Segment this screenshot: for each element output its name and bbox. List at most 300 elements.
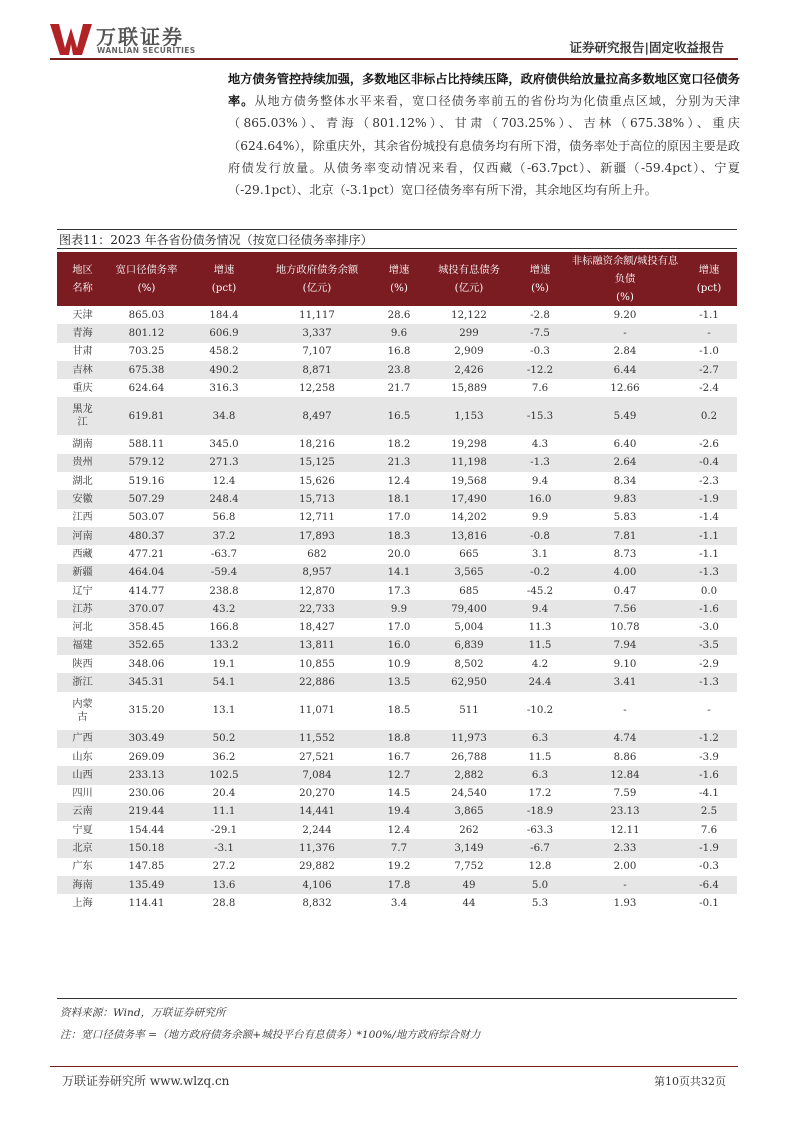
value-cell: -6.4 [681,876,737,894]
value-cell: 8.73 [613,548,637,560]
value-cell: -1.2 [681,730,737,748]
value-cell: 490.2 [185,361,263,379]
table-row [57,472,737,490]
value-cell: 233.13 [108,766,185,784]
value-cell: 4,106 [263,876,371,894]
table-row [57,637,737,655]
value-cell: -1.6 [681,600,737,618]
value-cell: 11,552 [263,730,371,748]
value-cell: 13.6 [185,876,263,894]
value-cell: -0.4 [681,454,737,472]
value-cell: 49 [427,876,511,894]
value-cell: 11,376 [263,839,371,857]
value-cell: 3,337 [263,324,371,342]
value-cell: 3.1 [531,548,549,560]
region-cell: 山东 [72,751,93,763]
value-cell: 8,497 [263,397,371,435]
value-cell: 414.77 [128,585,165,597]
value-cell: -3.1 [185,839,263,857]
value-cell: -7.5 [511,324,569,342]
value-cell: -1.3 [681,673,737,691]
value-cell: 3,565 [427,564,511,582]
region-cell: 黑龙 江 [57,397,108,435]
logo-subtext: WANLIAN SECURITIES [97,46,196,55]
value-cell: 24.4 [511,673,569,691]
value-cell: 43.2 [185,600,263,618]
region-cell: 青海 [57,324,108,342]
value-cell: 20.4 [212,788,236,800]
value-cell: 7.59 [613,788,637,800]
value-cell: 271.3 [185,454,263,472]
value-cell: 579.12 [108,454,185,472]
value-cell: 13.1 [212,705,236,717]
value-cell: 114.41 [128,897,165,909]
value-cell: 7.6 [700,824,718,836]
value-cell: - [569,324,681,342]
region-cell: 四川 [72,788,93,800]
value-cell: 29,882 [299,861,335,873]
value-cell: 28.8 [212,897,236,909]
formula-note: 注：宽口径债务率 =（地方政府债务余额+城投平台有息债务）*100%/地方政府综合财力 [60,1029,481,1041]
logo-text: 万联证券 [96,25,184,49]
value-cell: 17.8 [371,876,427,894]
value-cell: 7,107 [302,346,332,358]
value-cell: 36.2 [212,751,236,763]
value-cell: 2,244 [302,824,332,836]
value-cell: 54.1 [185,673,263,691]
column-header: 地方政府债务余额 (亿元) [263,252,371,306]
value-cell: 19.1 [212,658,236,670]
value-cell: 14,202 [451,512,487,524]
value-cell: 458.2 [209,346,239,358]
value-cell: 14.5 [387,788,411,800]
value-cell: 370.07 [108,600,185,618]
value-cell: 20,270 [299,788,335,800]
value-cell: 4.00 [569,564,681,582]
value-cell: 12.4 [387,824,411,836]
column-header: 城投有息债务 (亿元) [427,252,511,306]
value-cell: 37.2 [185,527,263,545]
value-cell: 5.0 [511,876,569,894]
value-cell: 14,441 [263,803,371,821]
region-cell: 江西 [72,512,93,524]
value-cell: 675.38 [108,361,185,379]
value-cell: -59.4 [185,564,263,582]
region-cell: 北京 [57,839,108,857]
value-cell: 230.06 [128,788,165,800]
table-bottom-rule [57,998,737,999]
value-cell: 19.4 [371,803,427,821]
value-cell: 34.8 [185,397,263,435]
value-cell: 0.2 [681,397,737,435]
value-cell: 262 [459,824,479,836]
value-cell: 685 [459,585,479,597]
value-cell: 511 [459,705,479,717]
table-row [57,655,737,673]
table-row [57,803,737,821]
value-cell: 10,855 [299,658,335,670]
table-row [57,618,737,636]
value-cell: 13.5 [371,673,427,691]
value-cell: 16.8 [387,346,411,358]
value-cell: 7,084 [263,766,371,784]
value-cell: 299 [427,324,511,342]
value-cell: 5,004 [454,622,484,634]
region-cell: 江苏 [57,600,108,618]
value-cell: 2,882 [427,766,511,784]
value-cell: 18,427 [299,622,335,634]
value-cell: - [569,876,681,894]
value-cell: 23.13 [569,803,681,821]
region-cell: 海南 [57,876,108,894]
value-cell: -2.6 [699,439,719,451]
value-cell: -3.0 [699,622,719,634]
value-cell: 17.0 [387,622,411,634]
region-cell: 湖北 [72,475,93,487]
paragraph-body: 从地方债务整体水平来看，宽口径债务率前五的省份均为化债重点区域，分别为天津（865.03%）、青海（801.12%）、甘肃（703.25%）、吉林（675.38%）、重庆（624.64%），除重庆外，其余省份城投有息债务均有所下滑，债务率处于高位的原因主要是政府债发行放量。从债务率变动情况来看，仅西藏（-63.7pct）、新疆（-59.4pct）、宁夏（-29.1pct）、北京（-3.1pct）宽口径债务率有所下滑，其余地区均有所上升。 [228,94,741,198]
value-cell: 865.03 [128,309,165,321]
value-cell: 8,832 [302,897,332,909]
region-cell: 广西 [57,730,108,748]
value-cell: 18.8 [371,730,427,748]
value-cell: 11,973 [427,730,511,748]
value-cell: 11.3 [528,622,552,634]
value-cell: 17.2 [528,788,552,800]
value-cell: 79,400 [427,600,511,618]
value-cell: 18.5 [387,705,411,717]
region-cell: 宁夏 [72,824,93,836]
region-cell: 河北 [72,622,93,634]
value-cell: 9.83 [569,490,681,508]
value-cell: 18.1 [371,490,427,508]
value-cell: 3.41 [569,673,681,691]
table-row [57,527,737,545]
value-cell: 21.3 [371,454,427,472]
value-cell: 7.6 [531,382,549,394]
value-cell: - [707,705,711,717]
value-cell: 7.81 [569,527,681,545]
value-cell: 16.5 [371,397,427,435]
region-cell: 云南 [57,803,108,821]
value-cell: -0.3 [530,346,550,358]
region-cell: 山西 [57,766,108,784]
table-row [57,766,737,784]
value-cell: 12.4 [387,475,411,487]
value-cell: 11.5 [511,637,569,655]
table-row [57,748,737,766]
table-row [57,306,737,324]
value-cell: 9.9 [531,512,549,524]
value-cell: -15.3 [511,397,569,435]
table-row [57,730,737,748]
company-logo-icon [50,22,92,56]
value-cell: 13,816 [427,527,511,545]
value-cell: 619.81 [108,397,185,435]
value-cell: 2,909 [454,346,484,358]
value-cell: 26,788 [451,751,487,763]
table-row [57,839,737,857]
value-cell: 9.6 [371,324,427,342]
table-row [57,490,737,508]
value-cell: 16.7 [387,751,411,763]
value-cell: 8,871 [263,361,371,379]
region-cell: 浙江 [57,673,108,691]
table-row [57,876,737,894]
value-cell: 624.64 [128,382,165,394]
column-header: 非标融资余额/城投有息负债 (%) [569,252,681,306]
value-cell: 11.5 [528,751,552,763]
value-cell: 12,122 [451,309,487,321]
table-row [57,894,737,912]
value-cell: 7.7 [371,839,427,857]
value-cell: 8,502 [454,658,484,670]
table-row [57,324,737,342]
table-row [57,545,737,563]
value-cell: -1.1 [699,548,719,560]
value-cell: 5.83 [613,512,637,524]
value-cell: -1.1 [681,527,737,545]
header-divider [50,58,738,60]
value-cell: 316.3 [209,382,239,394]
footer-company: 万联证券研究所 www.wlzq.cn [62,1074,230,1088]
value-cell: 507.29 [108,490,185,508]
value-cell: 12.66 [610,382,640,394]
table-header-row [57,252,737,306]
table-row [57,858,737,876]
value-cell: -0.2 [511,564,569,582]
value-cell: -2.7 [681,361,737,379]
value-cell: 6,839 [427,637,511,655]
value-cell: 1,153 [427,397,511,435]
value-cell: 18.2 [387,439,411,451]
table-row [57,454,737,472]
value-cell: 6.40 [613,439,637,451]
value-cell: -1.9 [681,839,737,857]
value-cell: 21.7 [387,382,411,394]
value-cell: 0.0 [700,585,718,597]
value-cell: -2.8 [530,309,550,321]
region-cell: 吉林 [57,361,108,379]
value-cell: 477.21 [128,548,165,560]
value-cell: 10.9 [387,658,411,670]
value-cell: -2.4 [699,382,719,394]
region-cell: 上海 [72,897,93,909]
page-number: 第10页共32页 [654,1075,726,1088]
value-cell: -0.3 [699,861,719,873]
value-cell: 303.49 [108,730,185,748]
table-row [57,600,737,618]
value-cell: 345.31 [108,673,185,691]
value-cell: 2.5 [681,803,737,821]
table-caption: 图表11：2023 年各省份债务情况（按宽口径债务率排序） [57,229,737,249]
value-cell: 16.0 [511,490,569,508]
value-cell: 358.45 [128,622,165,634]
value-cell: 50.2 [185,730,263,748]
region-cell: 湖南 [72,439,93,451]
region-cell: 广东 [72,861,93,873]
value-cell: 12.84 [569,766,681,784]
value-cell: 27,521 [299,751,335,763]
value-cell: 2,426 [427,361,511,379]
value-cell: 703.25 [128,346,165,358]
value-cell: 135.49 [108,876,185,894]
footer-divider [50,1066,738,1067]
value-cell: 7,752 [454,861,484,873]
value-cell: -1.9 [681,490,737,508]
value-cell: 1.93 [613,897,637,909]
table-row [57,692,737,730]
value-cell: 9.10 [613,658,637,670]
value-cell: 12.8 [528,861,552,873]
value-cell: 2.00 [613,861,637,873]
value-cell: 10.78 [610,622,640,634]
value-cell: 16.0 [371,637,427,655]
table-row [57,821,737,839]
value-cell: 588.11 [128,439,165,451]
table-row [57,379,737,397]
value-cell: 5.49 [569,397,681,435]
value-cell: 12,258 [299,382,335,394]
region-cell: 新疆 [57,564,108,582]
value-cell: 56.8 [212,512,236,524]
value-cell: 519.16 [128,475,165,487]
value-cell: 2.64 [569,454,681,472]
value-cell: 22,733 [263,600,371,618]
value-cell: -1.0 [699,346,719,358]
column-header: 宽口径债务率 (%) [108,252,185,306]
value-cell: 23.8 [371,361,427,379]
value-cell: -2.9 [699,658,719,670]
value-cell: 269.09 [128,751,165,763]
value-cell: -1.6 [681,766,737,784]
value-cell: -12.2 [511,361,569,379]
table-row [57,582,737,600]
value-cell: 5.3 [531,897,549,909]
value-cell: -63.3 [526,824,554,836]
value-cell: 7.56 [569,600,681,618]
value-cell: 19.2 [387,861,411,873]
region-cell: 甘肃 [72,346,93,358]
region-cell: 重庆 [72,382,93,394]
column-header: 地区 名称 [57,252,108,306]
value-cell: 503.07 [128,512,165,524]
value-cell: 62,950 [427,673,511,691]
value-cell: -1.3 [681,564,737,582]
value-cell: 19,298 [451,439,487,451]
value-cell: 154.44 [128,824,165,836]
value-cell: -45.2 [526,585,554,597]
region-cell: 贵州 [57,454,108,472]
value-cell: 20.0 [387,548,411,560]
value-cell: 17,893 [263,527,371,545]
table-row [57,397,737,435]
value-cell: 464.04 [108,564,185,582]
value-cell: 6.44 [569,361,681,379]
table-row [57,785,737,803]
value-cell: -63.7 [210,548,238,560]
value-cell: 8.34 [613,475,637,487]
table-row [57,509,737,527]
value-cell: 4.2 [531,658,549,670]
value-cell: 9.20 [613,309,637,321]
value-cell: 28.6 [387,309,411,321]
value-cell: 12,711 [299,512,335,524]
value-cell: -0.8 [511,527,569,545]
value-cell: -0.1 [699,897,719,909]
value-cell: 17,490 [427,490,511,508]
value-cell: 12.7 [371,766,427,784]
value-cell: 8.86 [613,751,637,763]
value-cell: 102.5 [185,766,263,784]
value-cell: 7.94 [569,637,681,655]
value-cell: 14.1 [371,564,427,582]
value-cell: 2.33 [569,839,681,857]
value-cell: 2.84 [613,346,637,358]
value-cell: 133.2 [185,637,263,655]
table-row [57,673,737,691]
value-cell: 9.4 [531,475,549,487]
value-cell: 15,626 [299,475,335,487]
value-cell: 238.8 [209,585,239,597]
value-cell: 682 [307,548,327,560]
column-header: 增速 (%) [511,252,569,306]
value-cell: -3.5 [681,637,737,655]
value-cell: 6.3 [511,766,569,784]
value-cell: 345.0 [209,439,239,451]
debt-table [57,252,737,913]
table-row [57,343,737,361]
value-cell: 6.3 [511,730,569,748]
value-cell: -6.7 [511,839,569,857]
paragraph-lead: 地方债务管控持续加强，多数地区非标占比持续压降，政府债供给放量拉高多数地区宽口径债务率。 [228,72,740,109]
value-cell: 12,870 [299,585,335,597]
value-cell: 15,889 [451,382,487,394]
value-cell: 606.9 [185,324,263,342]
value-cell: 15,125 [263,454,371,472]
region-cell: 西藏 [72,548,93,560]
column-header: 增速 (pct) [185,252,263,306]
region-cell: 陕西 [72,658,93,670]
region-cell: 天津 [72,309,93,321]
value-cell: 9.9 [371,600,427,618]
table-row [57,361,737,379]
value-cell: 8,957 [263,564,371,582]
value-cell: -3.9 [699,751,719,763]
value-cell: 13,811 [263,637,371,655]
value-cell: 11,198 [427,454,511,472]
value-cell: 15,713 [263,490,371,508]
value-cell: 44 [462,897,476,909]
value-cell: -10.2 [526,705,554,717]
table-row [57,435,737,453]
value-cell: - [623,705,627,717]
value-cell: -18.9 [511,803,569,821]
value-cell: 3,865 [427,803,511,821]
value-cell: 150.18 [108,839,185,857]
value-cell: 665 [459,548,479,560]
value-cell: 4.3 [531,439,549,451]
value-cell: -2.3 [699,475,719,487]
source-note: 资料来源：Wind，万联证券研究所 [60,1007,226,1019]
value-cell: 4.74 [569,730,681,748]
column-header: 增速 (%) [371,252,427,306]
value-cell: 3,149 [427,839,511,857]
value-cell: 11,117 [299,309,335,321]
value-cell: 248.4 [185,490,263,508]
value-cell: 801.12 [108,324,185,342]
region-cell: 安徽 [57,490,108,508]
value-cell: 11.1 [185,803,263,821]
